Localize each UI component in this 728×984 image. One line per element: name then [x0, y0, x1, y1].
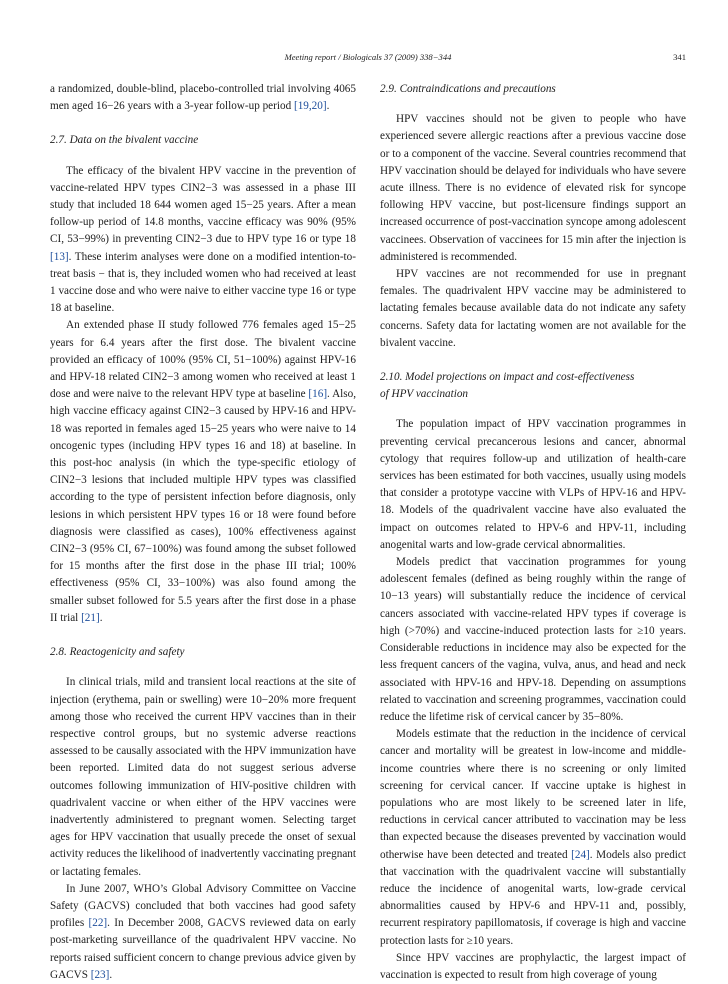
paragraph-model-estimates: Models estimate that the reduction in the incidence of cervical cancer and mortality will be greatest in low-income and middle-income countries where there is no screening or only limited screening for cervical cancer. If vaccine uptake is highest in populations who are most likely to be screened later in life, reductions in cervical cancer attributed to vaccination may be less than expected because the diseases prevented by vaccination would otherwise have been detected and treated [24]. Models also predict that vaccination with the quadrivalent vaccine will substantially reduce the incidence of anogenital warts, low-grade cervical abnormalities caused by HPV-6 and HPV-11 and, possibly, recurrent respiratory papillomatosis, if coverage is high and vaccine protection lasts for ≥10 years. — [380, 728, 686, 947]
right-column — [380, 81, 686, 984]
paragraph-phase-ii-study: An extended phase II study followed 776 females aged 15−25 years for 6.4 years after the first dose. The bivalent vaccine provided an efficacy of 100% (95% CI, 51−100%) against HPV-16 and HPV-18 related CIN2−3 among women who received at least 1 dose and were naive to the relevant HPV type at baseline [16]. Also, high vaccine efficacy against CIN2−3 caused by HPV-16 and HPV-18 was reported in females aged 15−25 years who were naive to 14 oncogenic types (including HPV types 16 and 18) at baseline. In this post-hoc analysis (in which the type-specific etiology of CIN2−3 lesions that included multiple HPV types was classified according to the type of persistent infection before diagnosis, only lesions in which persistent HPV types 16 or 18 were found before diagnosis were classified as cases), 100% effectiveness against CIN2−3 (95% CI, 67−100%) was found among the subset followed for 15 months after the first dose in the phase III trial; 100% effectiveness (95% CI, 33−100%) was also found among the smaller subset followed for 5.5 years after the first dose in a phase II trial [21]. — [50, 319, 356, 624]
page-header — [50, 52, 686, 66]
paragraph-pregnancy: HPV vaccines are not recommended for use in pregnant females. The quadrivalent HPV vaccine may be administered to lactating females because available data do not indicate any safety concerns. Safety data for lactating women are not available for the bivalent vaccine. — [380, 268, 686, 349]
citation-link[interactable]: [23] — [90, 968, 110, 981]
page-number: 341 — [673, 52, 686, 62]
paragraph-model-predictions: Models predict that vaccination programmes for young adolescent females (defined as being roughly within the range of 10−13 years) will substantially reduce the incidence of cervical cancers associated with vaccine-related HPV types if coverage is high (>70%) and vaccine-induced protection lasts for ≥10 years. Considerable reductions in incidence may also be expected for the less frequent cancers of the vagina, vulva, anus, and head and neck associated with HPV-16 and HPV-18. Depending on assumptions related to vaccination and screening programmes, vaccination could reduce the lifetime risk of cervical cancer by 35−80%. — [380, 556, 686, 723]
paragraph-reactogenicity: In clinical trials, mild and transient local reactions at the site of injection (erythema, pain or swelling) were 10−20% more frequent among those who received the current HPV vaccines than in their respective control groups, but no systemic adverse reactions assessed to be causally associated with the HPV immunization have been reported. Limited data do not suggest serious adverse outcomes following immunization of HIV-positive children with quadrivalent vaccine or when either of the HPV vaccines were inadvertently administered to pregnant women. Selecting target ages for HPV vaccination that usually precede the onset of sexual activity reduces the likelihood of inadvertently vaccinating pregnant or lactating females. — [50, 676, 356, 878]
citation-link[interactable]: [13] — [50, 250, 69, 263]
citation-link[interactable]: [21] — [81, 611, 100, 624]
citation-link[interactable]: [22] — [88, 917, 108, 930]
paragraph-trial-continued: a randomized, double-blind, placebo-controlled trial involving 4065 men aged 16−26 years with a 3-year follow-up period [19,20]. — [50, 83, 356, 113]
paragraph-bivalent-efficacy: The efficacy of the bivalent HPV vaccine in the prevention of vaccine-related HPV types CIN2−3 was assessed in a phase III study that included 18 644 women aged 15−25 years. After a mean follow-up period of 14.8 months, vaccine efficacy was 90% (95% CI, 53−99%) in preventing CIN2−3 due to HPV type 16 or type 18 [13]. These interim analyses were done on a modified intention-to-treat basis − that is, they included women who had received at least 1 vaccine dose and who were naive to either vaccine type 16 or type 18 at baseline. — [50, 164, 356, 315]
paragraph-contraindications: HPV vaccines should not be given to people who have experienced severe allergic reactions after a previous vaccine dose or to a component of the vaccine. Several countries recommend that HPV vaccination should be delayed for individuals who have severe acute illness. There is no evidence of elevated risk for syncope following HPV vaccine, but post-licensure findings support an increased occurrence of post-vaccination syncope among adolescent vaccinees. Observation of vaccinees for 15 min after the injection is administered is recommended. — [380, 113, 686, 263]
section-heading-2-8: 2.8. Reactogenicity and safety — [50, 646, 185, 659]
paragraph-population-impact: The population impact of HPV vaccination programmes in preventing cervical precancerous lesions and cancer, abnormal cytology that requires follow-up and utilization of health-care services has been estimated for both vaccines, usually using models that consider a prototype vaccine with VLPs of HPV-16 and HPV-18. Models of the quadrivalent vaccine have also evaluated the impact on outcomes related to HPV-6 and HPV-11, including anogenital warts and low-grade cervical abnormalities. — [380, 418, 686, 551]
paragraph-prophylactic: Since HPV vaccines are prophylactic, the largest impact of vaccination is expected to result from high coverage of young — [380, 951, 686, 981]
section-heading-2-9: 2.9. Contraindications and precautions — [380, 83, 556, 95]
running-title: Meeting report / Biologicals 37 (2009) 338−344 — [284, 52, 452, 62]
citation-link[interactable]: [16] — [308, 388, 328, 401]
section-heading-2-7: 2.7. Data on the bivalent vaccine — [50, 134, 199, 147]
paragraph-gacvs: In June 2007, WHO’s Global Advisory Committee on Vaccine Safety (GACVS) concluded that both vaccines had good safety profiles [22]. In December 2008, GACVS reviewed data on early post-marketing surveillance of the quadrivalent HPV vaccine. No reports raised sufficient concern to change previous advice given by GACVS [23]. — [50, 882, 356, 981]
citation-link[interactable]: [19,20] — [293, 100, 327, 113]
section-heading-2-10: 2.10. Model projections on impact and cost-effectiveness of HPV vaccination — [380, 371, 635, 401]
citation-link[interactable]: [24] — [571, 848, 590, 861]
left-column — [50, 81, 356, 984]
